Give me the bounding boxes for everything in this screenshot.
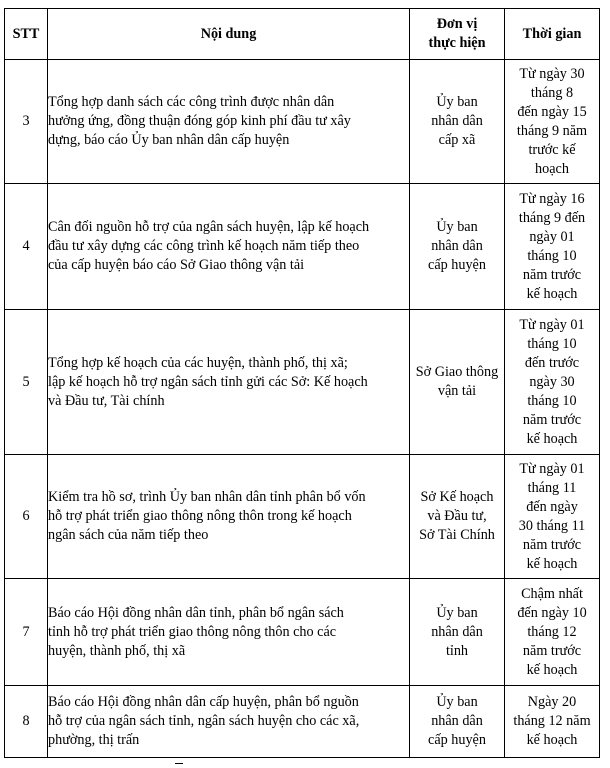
table-row	[5, 184, 600, 310]
row-content: Cân đối nguồn hỗ trợ của ngân sách huyện, lập kế hoạch đầu tư xây dựng các công trình kế hoạch năm tiếp theo của cấp huyện báo cáo Sở Giao thông vận tải	[48, 184, 410, 310]
row-content: Tổng hợp danh sách các công trình được nhân dân hưởng ứng, đồng thuận đóng góp kinh phí đầu tư xây dựng, báo cáo Ủy ban nhân dân cấp huyện	[48, 60, 410, 184]
row-stt: 8	[5, 686, 48, 758]
row-time: Từ ngày 01 tháng 11 đến ngày 30 tháng 11 năm trước kế hoạch	[505, 455, 600, 579]
row-time: Chậm nhất đến ngày 10 tháng 12 năm trước kế hoạch	[505, 579, 600, 686]
row-time: Từ ngày 30 tháng 8 đến ngày 15 tháng 9 năm trước kế hoạch	[505, 60, 600, 184]
row-content: Tổng hợp kế hoạch của các huyện, thành phố, thị xã; lập kế hoạch hỗ trợ ngân sách tỉnh gửi các Sở: Kế hoạch và Đầu tư, Tài chính	[48, 310, 410, 455]
row-stt: 4	[5, 184, 48, 310]
header-content: Nội dung	[48, 9, 410, 60]
row-stt: 3	[5, 60, 48, 184]
row-time: Từ ngày 16 tháng 9 đến ngày 01 tháng 10 năm trước kế hoạch	[505, 184, 600, 310]
row-content: Báo cáo Hội đồng nhân dân tỉnh, phân bổ ngân sách tỉnh hỗ trợ phát triển giao thông nông thôn cho các huyện, thành phố, thị xã	[48, 579, 410, 686]
row-stt: 6	[5, 455, 48, 579]
table-row	[5, 60, 600, 184]
table-row	[5, 579, 600, 686]
table-row	[5, 455, 600, 579]
row-content: Kiểm tra hồ sơ, trình Ủy ban nhân dân tỉnh phân bổ vốn hỗ trợ phát triển giao thông nông thôn trong kế hoạch ngân sách của năm tiếp theo	[48, 455, 410, 579]
page-edge-mark	[175, 763, 183, 768]
row-stt: 7	[5, 579, 48, 686]
header-row	[5, 9, 600, 60]
row-unit: Ủy ban nhân dân cấp huyện	[410, 686, 505, 758]
row-unit: Ủy ban nhân dân cấp xã	[410, 60, 505, 184]
row-unit: Ủy ban nhân dân tỉnh	[410, 579, 505, 686]
schedule-table	[4, 8, 600, 758]
row-unit: Ủy ban nhân dân cấp huyện	[410, 184, 505, 310]
row-unit: Sở Kế hoạch và Đầu tư, Sở Tài Chính	[410, 455, 505, 579]
header-time: Thời gian	[505, 9, 600, 60]
row-time: Từ ngày 01 tháng 10 đến trước ngày 30 tháng 10 năm trước kế hoạch	[505, 310, 600, 455]
table-row	[5, 686, 600, 758]
row-stt: 5	[5, 310, 48, 455]
header-unit: Đơn vị thực hiện	[410, 9, 505, 60]
row-unit: Sở Giao thông vận tải	[410, 310, 505, 455]
table-row	[5, 310, 600, 455]
row-content: Báo cáo Hội đồng nhân dân cấp huyện, phân bổ nguồn hỗ trợ của ngân sách tỉnh, ngân sách huyện cho các xã, phường, thị trấn	[48, 686, 410, 758]
row-time: Ngày 20 tháng 12 năm kế hoạch	[505, 686, 600, 758]
header-stt: STT	[5, 9, 48, 60]
